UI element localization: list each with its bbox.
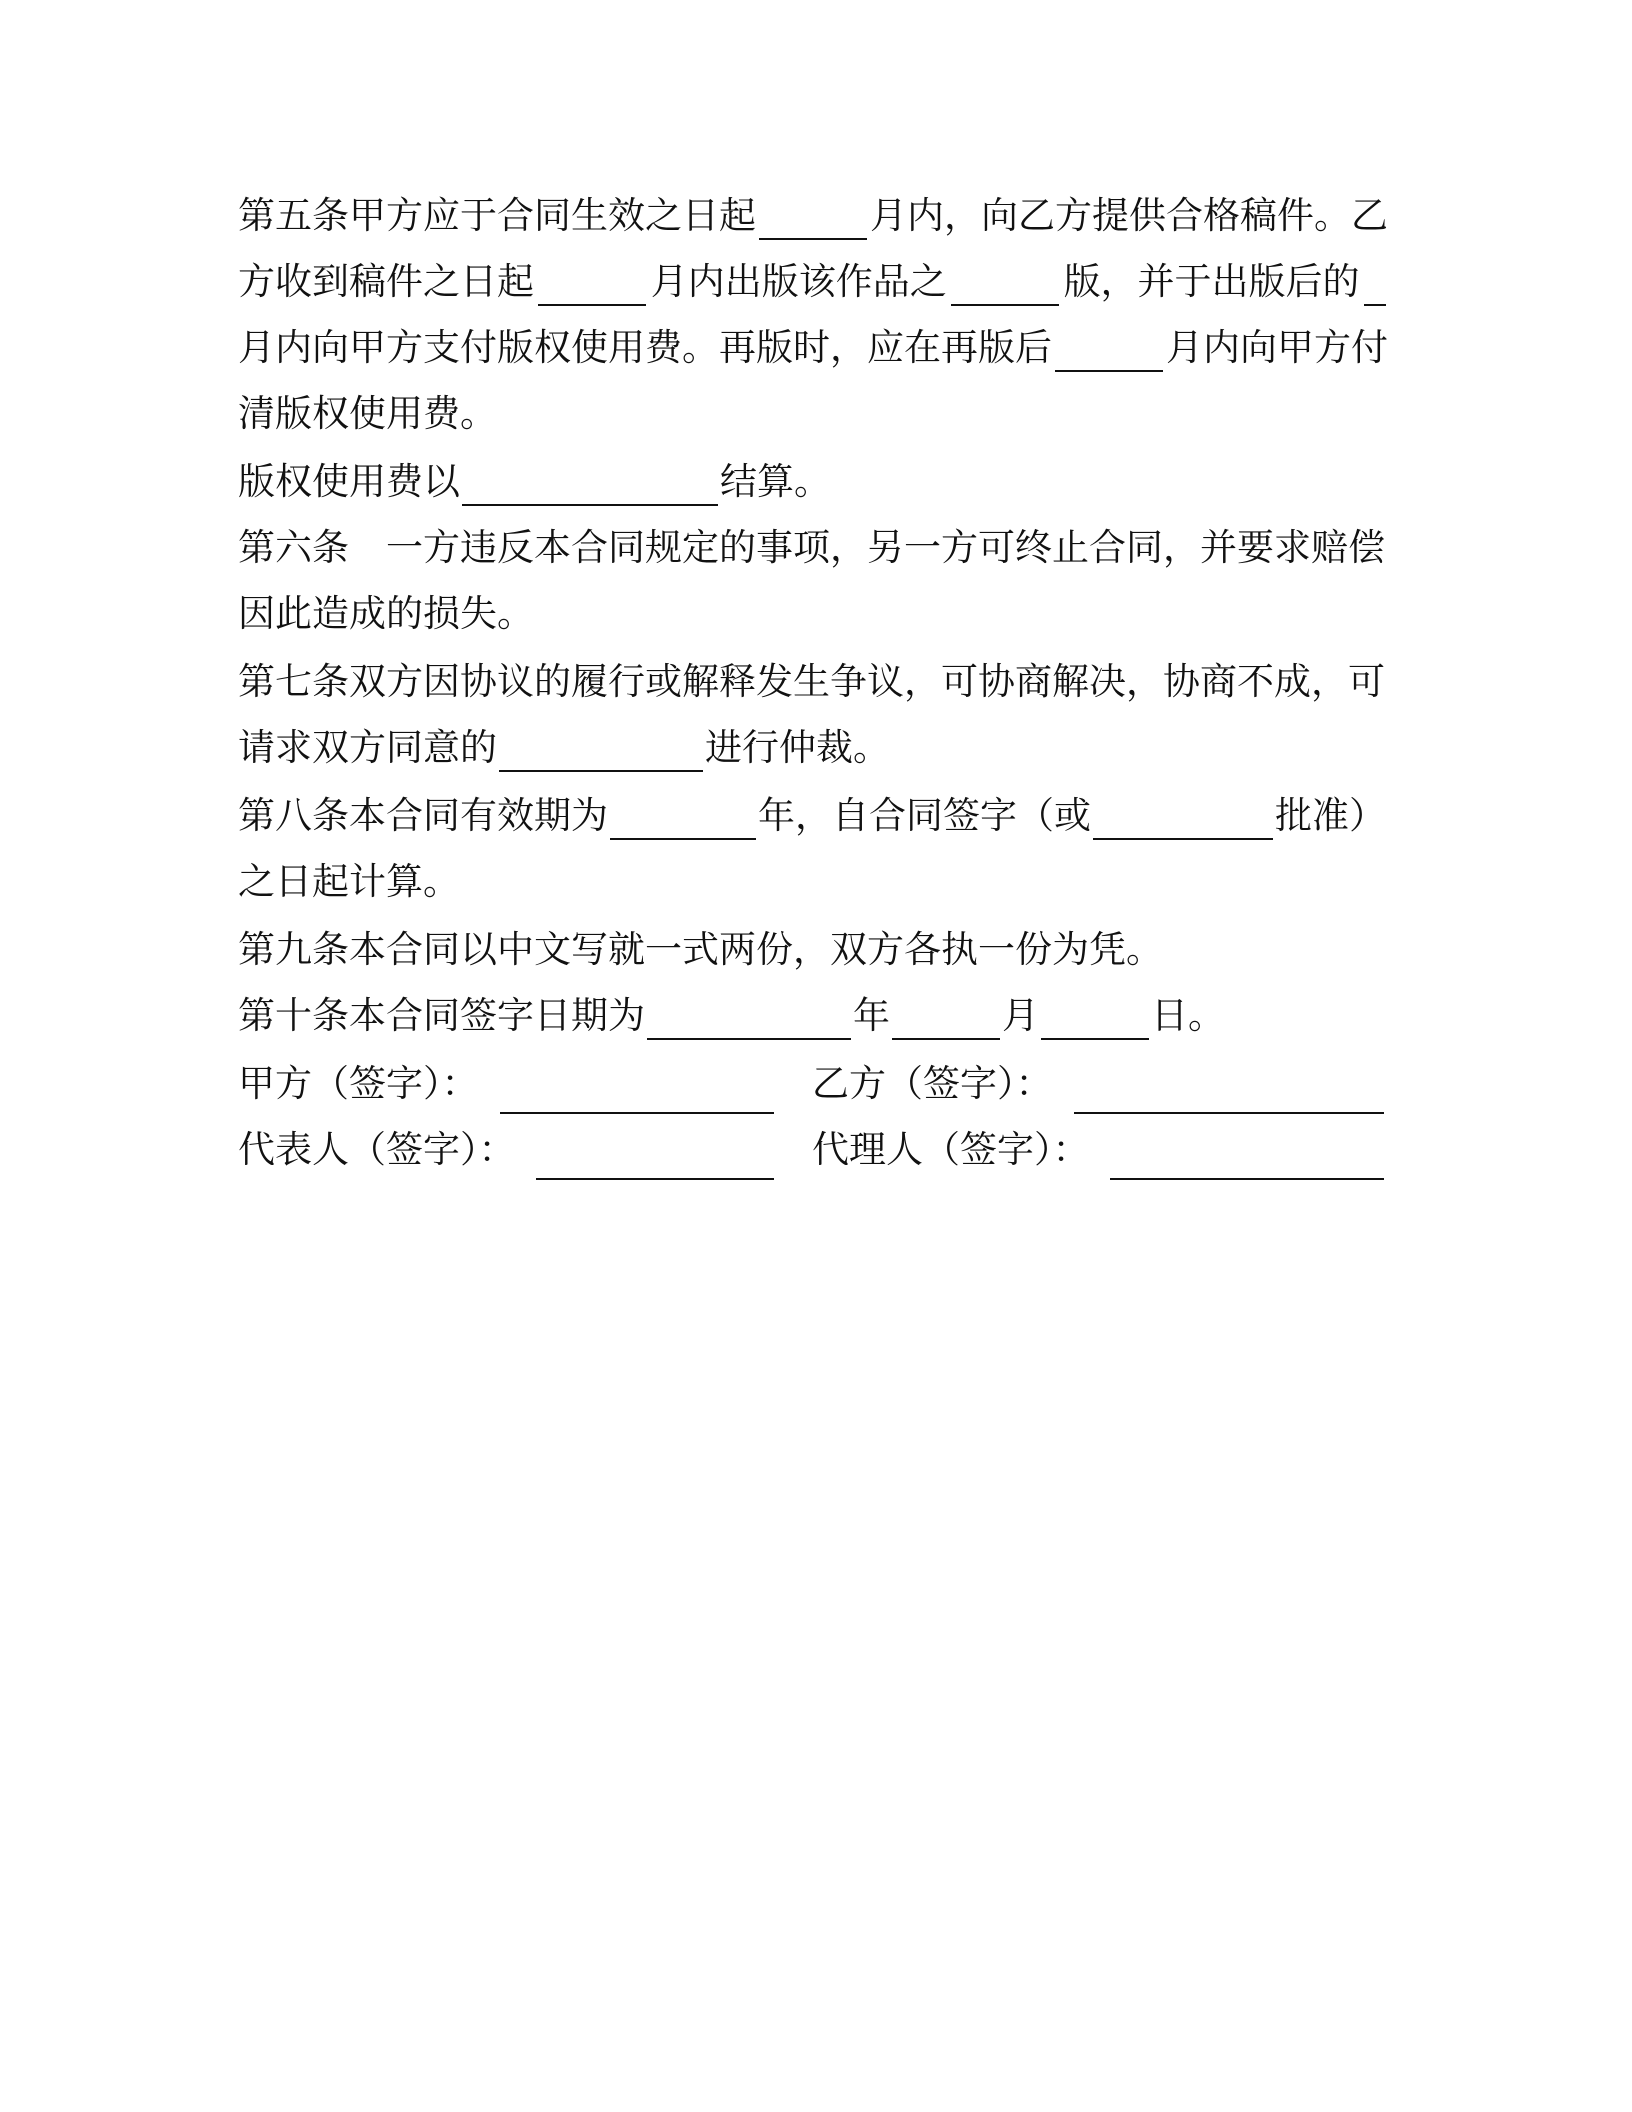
text: 月 bbox=[1002, 994, 1039, 1037]
party-a-signature-line bbox=[500, 1112, 774, 1114]
blank-line bbox=[499, 732, 703, 772]
agent-signature-line bbox=[1110, 1178, 1384, 1180]
agent-signature-label: 代理人（签字）： bbox=[812, 1128, 1090, 1171]
party-a-signature-label: 甲方（签字）： bbox=[238, 1062, 479, 1105]
text: 第九条本合同以中文写就一式两份，双方各执一份为凭。 bbox=[238, 928, 1163, 971]
text: 月内向甲方支付版权使用费。再版时，应在再版后 bbox=[238, 326, 1052, 369]
blank-line bbox=[1364, 266, 1386, 306]
text: 因此造成的损失。 bbox=[238, 592, 534, 635]
text: 第五条甲方应于合同生效之日起 bbox=[238, 194, 756, 237]
article-6-line-1 bbox=[238, 524, 1388, 572]
blank-line bbox=[951, 266, 1059, 306]
party-b-signature-line bbox=[1074, 1112, 1384, 1114]
text: 结算。 bbox=[720, 460, 831, 503]
text: 月内向甲方付 bbox=[1166, 326, 1388, 369]
text: 第八条本合同有效期为 bbox=[238, 794, 608, 837]
text: 年，自合同签字（或 bbox=[758, 794, 1091, 837]
blank-line bbox=[538, 266, 646, 306]
text: 日。 bbox=[1151, 994, 1225, 1037]
article-5-line-1 bbox=[238, 192, 1388, 240]
blank-line bbox=[610, 800, 756, 840]
article-8-line-2 bbox=[238, 858, 1388, 906]
article-5-line-5 bbox=[238, 458, 1388, 506]
article-5-line-4 bbox=[238, 390, 1388, 438]
party-b-signature-label: 乙方（签字）： bbox=[812, 1062, 1053, 1105]
text: 月内出版该作品之 bbox=[650, 260, 947, 303]
article-8-line-1 bbox=[238, 792, 1388, 840]
article-7-line-1 bbox=[238, 658, 1388, 706]
text: 第十条本合同签字日期为 bbox=[238, 994, 645, 1037]
blank-line bbox=[892, 1000, 1000, 1040]
text: 月内，向乙方提供合格稿件。乙 bbox=[870, 194, 1388, 237]
article-10 bbox=[238, 992, 1388, 1040]
article-6-line-2 bbox=[238, 590, 1388, 638]
text: 之日起计算。 bbox=[238, 860, 460, 903]
text: 版权使用费以 bbox=[238, 460, 460, 503]
text: 批准） bbox=[1275, 794, 1386, 837]
text: 方收到稿件之日起 bbox=[238, 260, 534, 303]
blank-line bbox=[1055, 332, 1163, 372]
blank-line bbox=[1041, 1000, 1149, 1040]
article-5-line-2 bbox=[238, 258, 1388, 306]
article-9 bbox=[238, 926, 1388, 974]
article-7-line-2 bbox=[238, 724, 1388, 772]
text: 请求双方同意的 bbox=[238, 726, 497, 769]
representative-signature-label: 代表人（签字）： bbox=[238, 1128, 516, 1171]
text: 年 bbox=[853, 994, 890, 1037]
text: 第七条双方因协议的履行或解释发生争议，可协商解决，协商不成，可 bbox=[238, 660, 1385, 703]
text: 第六条 一方违反本合同规定的事项，另一方可终止合同，并要求赔偿 bbox=[238, 526, 1385, 569]
blank-line bbox=[647, 1000, 851, 1040]
blank-line bbox=[759, 200, 867, 240]
article-5-line-3 bbox=[238, 324, 1388, 372]
text: 清版权使用费。 bbox=[238, 392, 497, 435]
representative-signature-line bbox=[536, 1178, 774, 1180]
blank-line bbox=[1093, 800, 1273, 840]
text: 版，并于出版后的 bbox=[1063, 260, 1360, 303]
blank-line bbox=[462, 466, 718, 506]
text: 进行仲裁。 bbox=[705, 726, 890, 769]
